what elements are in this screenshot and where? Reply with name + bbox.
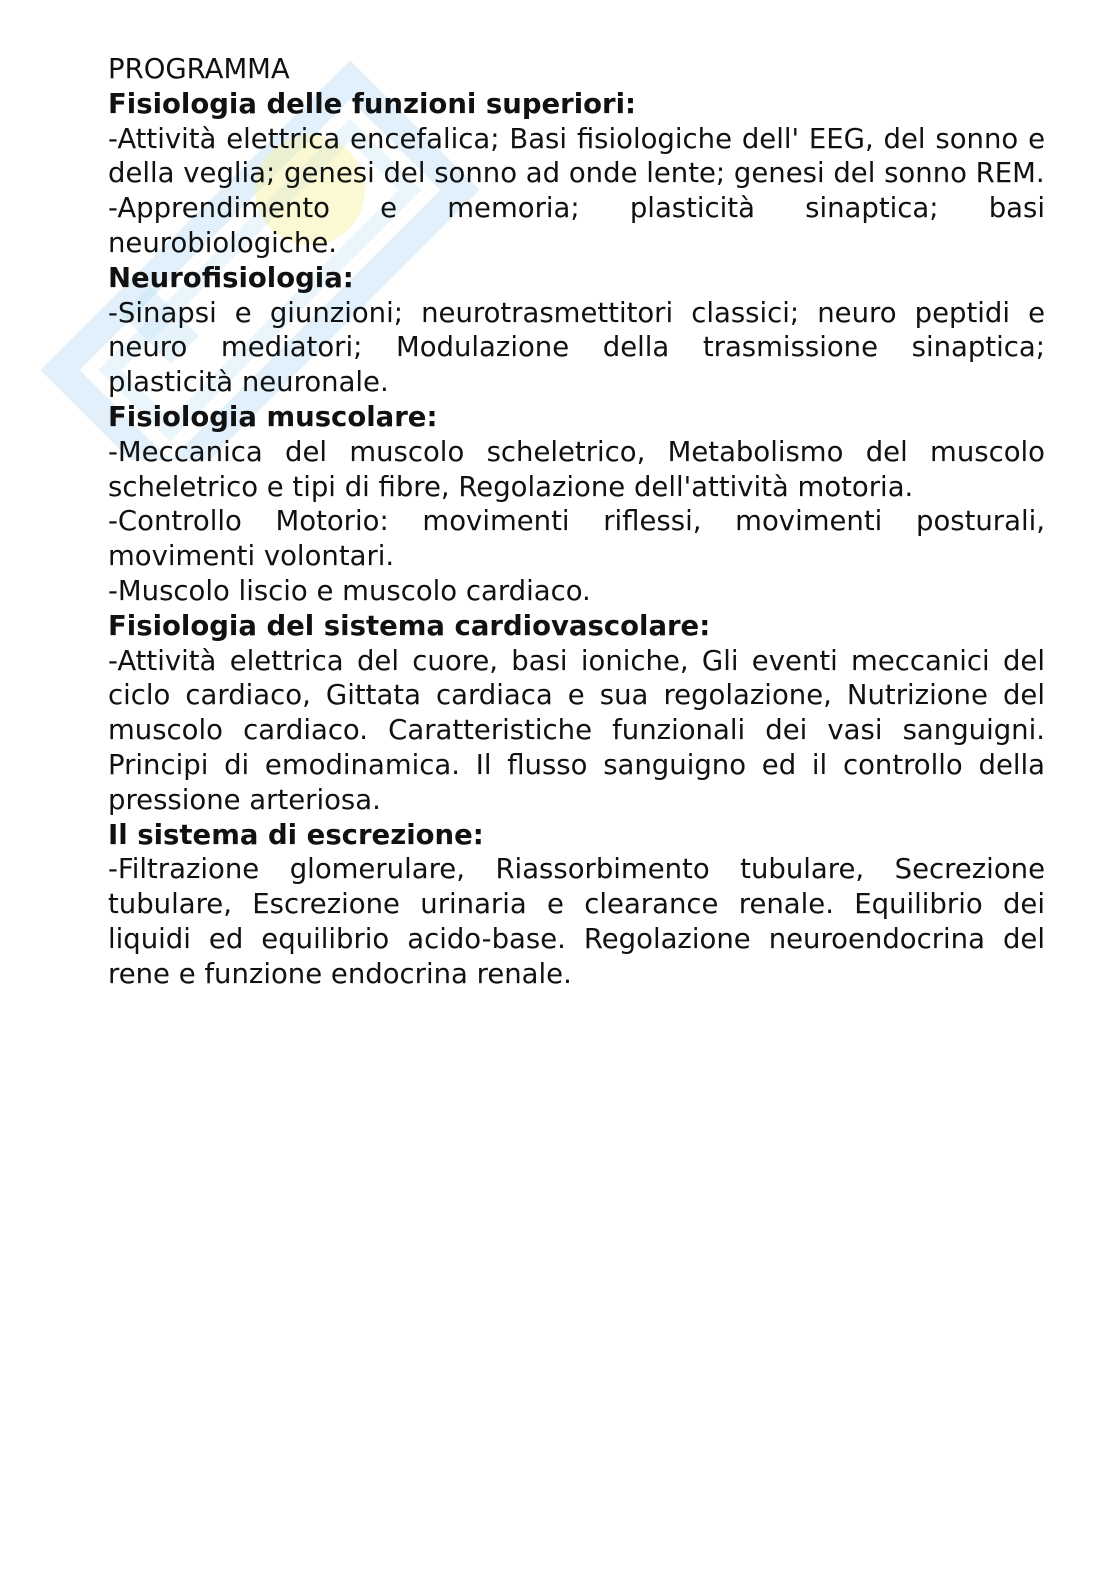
section-paragraph: -Apprendimento e memoria; plasticità sinaptica; basi neurobiologiche.: [108, 192, 1045, 259]
section-paragraph: -Attività elettrica encefalica; Basi fisiologiche dell' EEG, del sonno e della veglia; genesi del sonno ad onde lente; genesi del sonno REM.: [108, 122, 1045, 190]
page-title: PROGRAMMA: [108, 53, 290, 85]
section-heading: Fisiologia del sistema cardiovascolare:: [108, 609, 711, 642]
section-heading: Il sistema di escrezione:: [108, 818, 484, 851]
section-heading: Fisiologia delle funzioni superiori:: [108, 87, 637, 120]
section-paragraph: -Controllo Motorio: movimenti riflessi, movimenti posturali, movimenti volontari.: [108, 505, 1045, 573]
section-paragraph: -Filtrazione glomerulare, Riassorbimento tubulare, Secrezione tubulare, Escrezione urinaria e clearance renale. Equilibrio dei liquidi ed equilibrio acido-base. Regolazione neuroendocrina del rene e funzione endocrina renale.: [108, 853, 1045, 990]
section-paragraph: -Sinapsi e giunzioni; neurotrasmettitori classici; neuro peptidi e neuro mediatori; Modulazione della trasmissione sinaptica; plasticità neuronale.: [108, 296, 1045, 399]
section-paragraph: -Meccanica del muscolo scheletrico, Metabolismo del muscolo scheletrico e tipi di fibre, Regolazione dell'attività motoria.: [108, 435, 1045, 503]
document-page: [108, 52, 1045, 992]
section-heading: Neurofisiologia:: [108, 261, 354, 294]
section-heading: Fisiologia muscolare:: [108, 400, 438, 433]
section-paragraph: -Muscolo liscio e muscolo cardiaco.: [108, 574, 591, 607]
section-paragraph: -Attività elettrica del cuore, basi ioniche, Gli eventi meccanici del ciclo cardiaco, Gittata cardiaca e sua regolazione, Nutrizione del muscolo cardiaco. Caratteristiche funzionali dei vasi sanguigni. Principi di emodinamica. Il flusso sanguigno ed il controllo della pressione arteriosa.: [108, 644, 1045, 816]
